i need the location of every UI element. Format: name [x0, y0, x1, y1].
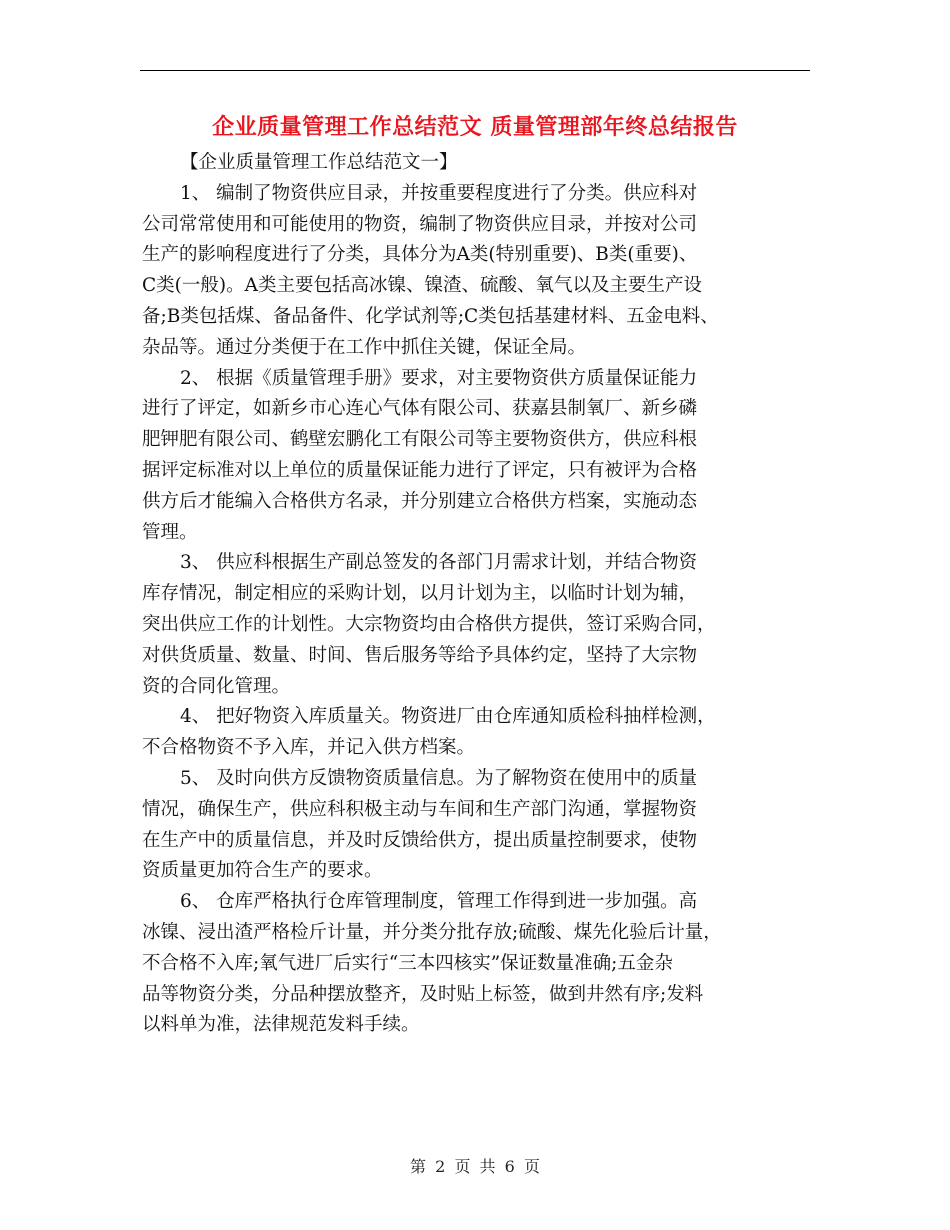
- paragraph-line: 1、 编制了物资供应目录，并按重要程度进行了分类。供应科对: [180, 182, 698, 204]
- paragraph-line: 对供货质量、数量、时间、售后服务等给予具体约定，坚持了大宗物: [142, 644, 698, 666]
- header-rule: [140, 70, 810, 71]
- paragraph-line: 以料单为准，法律规范发料手续。: [142, 1014, 420, 1036]
- paragraph-line: 不合格物资不予入库，并记入供方档案。: [142, 737, 476, 759]
- paragraph: [142, 764, 812, 887]
- paragraph: [142, 702, 812, 764]
- paragraph-line: 5、 及时向供方反馈物资质量信息。为了解物资在使用中的质量: [180, 767, 698, 789]
- paragraph-line: C类(一般)。A类主要包括高冰镍、镍渣、硫酸、氧气以及主要生产设: [142, 275, 702, 297]
- paragraph-line: 4、 把好物资入库质量关。物资进厂由仓库通知质检科抽样检测，: [180, 706, 716, 728]
- paragraph-line: 进行了评定，如新乡市心连心气体有限公司、获嘉县制氧厂、新乡磷: [142, 398, 698, 420]
- paragraph-list: [142, 179, 812, 1041]
- paragraph-line: 冰镍、浸出渣严格检斤计量，并分类分批存放;硫酸、煤先化验后计量，: [142, 921, 722, 943]
- footer-label-ye2: 页: [523, 1157, 540, 1176]
- paragraph-line: 6、 仓库严格执行仓库管理制度，管理工作得到进一步加强。高: [180, 891, 698, 913]
- paragraph-line: 2、 根据《质量管理手册》要求，对主要物资供方质量保证能力: [180, 367, 698, 389]
- footer-label-total: 共: [479, 1157, 496, 1176]
- paragraph-line: 肥钾肥有限公司、鹤壁宏鹏化工有限公司等主要物资供方，供应科根: [142, 429, 698, 451]
- paragraph-line: 资质量更加符合生产的要求。: [142, 860, 383, 882]
- paragraph: [142, 364, 812, 549]
- footer-current-page: 2: [435, 1157, 446, 1176]
- paragraph: [142, 179, 812, 364]
- paragraph-line: 据评定标准对以上单位的质量保证能力进行了评定，只有被评为合格: [142, 459, 698, 481]
- paragraph-line: 库存情况，制定相应的采购计划，以月计划为主，以临时计划为辅，: [142, 583, 698, 605]
- paragraph: [142, 548, 812, 702]
- paragraph-line: 在生产中的质量信息，并及时反馈给供方，提出质量控制要求，使物: [142, 829, 698, 851]
- paragraph-line: 公司常常使用和可能使用的物资，编制了物资供应目录，并按对公司: [142, 213, 698, 235]
- paragraph-line: 资的合同化管理。: [142, 675, 291, 697]
- paragraph-line: 不合格不入库;氧气进厂后实行“三本四核实”保证数量准确;五金杂: [142, 952, 673, 974]
- paragraph-line: 3、 供应科根据生产副总签发的各部门月需求计划，并结合物资: [180, 552, 698, 574]
- paragraph-line: 备;B类包括煤、备品备件、化学试剂等;C类包括基建材料、五金电料、: [142, 305, 719, 327]
- subheading: 【企业质量管理工作总结范文一】: [180, 152, 458, 173]
- paragraph-line: 杂品等。通过分类便于在工作中抓住关键，保证全局。: [142, 336, 587, 358]
- paragraph: [142, 887, 812, 1041]
- document-title: 企业质量管理工作总结范文 质量管理部年终总结报告: [212, 114, 738, 140]
- paragraph-line: 突出供应工作的计划性。大宗物资均由合格供方提供，签订采购合同，: [142, 613, 716, 635]
- document-body: [142, 148, 812, 1041]
- paragraph-line: 情况，确保生产，供应科积极主动与车间和生产部门沟通，掌握物资: [142, 798, 698, 820]
- footer-label-ye: 页: [454, 1157, 471, 1176]
- paragraph-line: 供方后才能编入合格供方名录，并分别建立合格供方档案，实施动态: [142, 490, 698, 512]
- footer-total-pages: 6: [504, 1157, 515, 1176]
- footer-label-page: 第: [410, 1157, 427, 1176]
- page-footer: [0, 1154, 950, 1177]
- paragraph-line: 管理。: [142, 521, 198, 543]
- paragraph-line: 生产的影响程度进行了分类，具体分为A类(特别重要)、B类(重要)、: [142, 244, 698, 266]
- paragraph-line: 品等物资分类，分品种摆放整齐，及时贴上标签，做到井然有序;发料: [142, 983, 704, 1005]
